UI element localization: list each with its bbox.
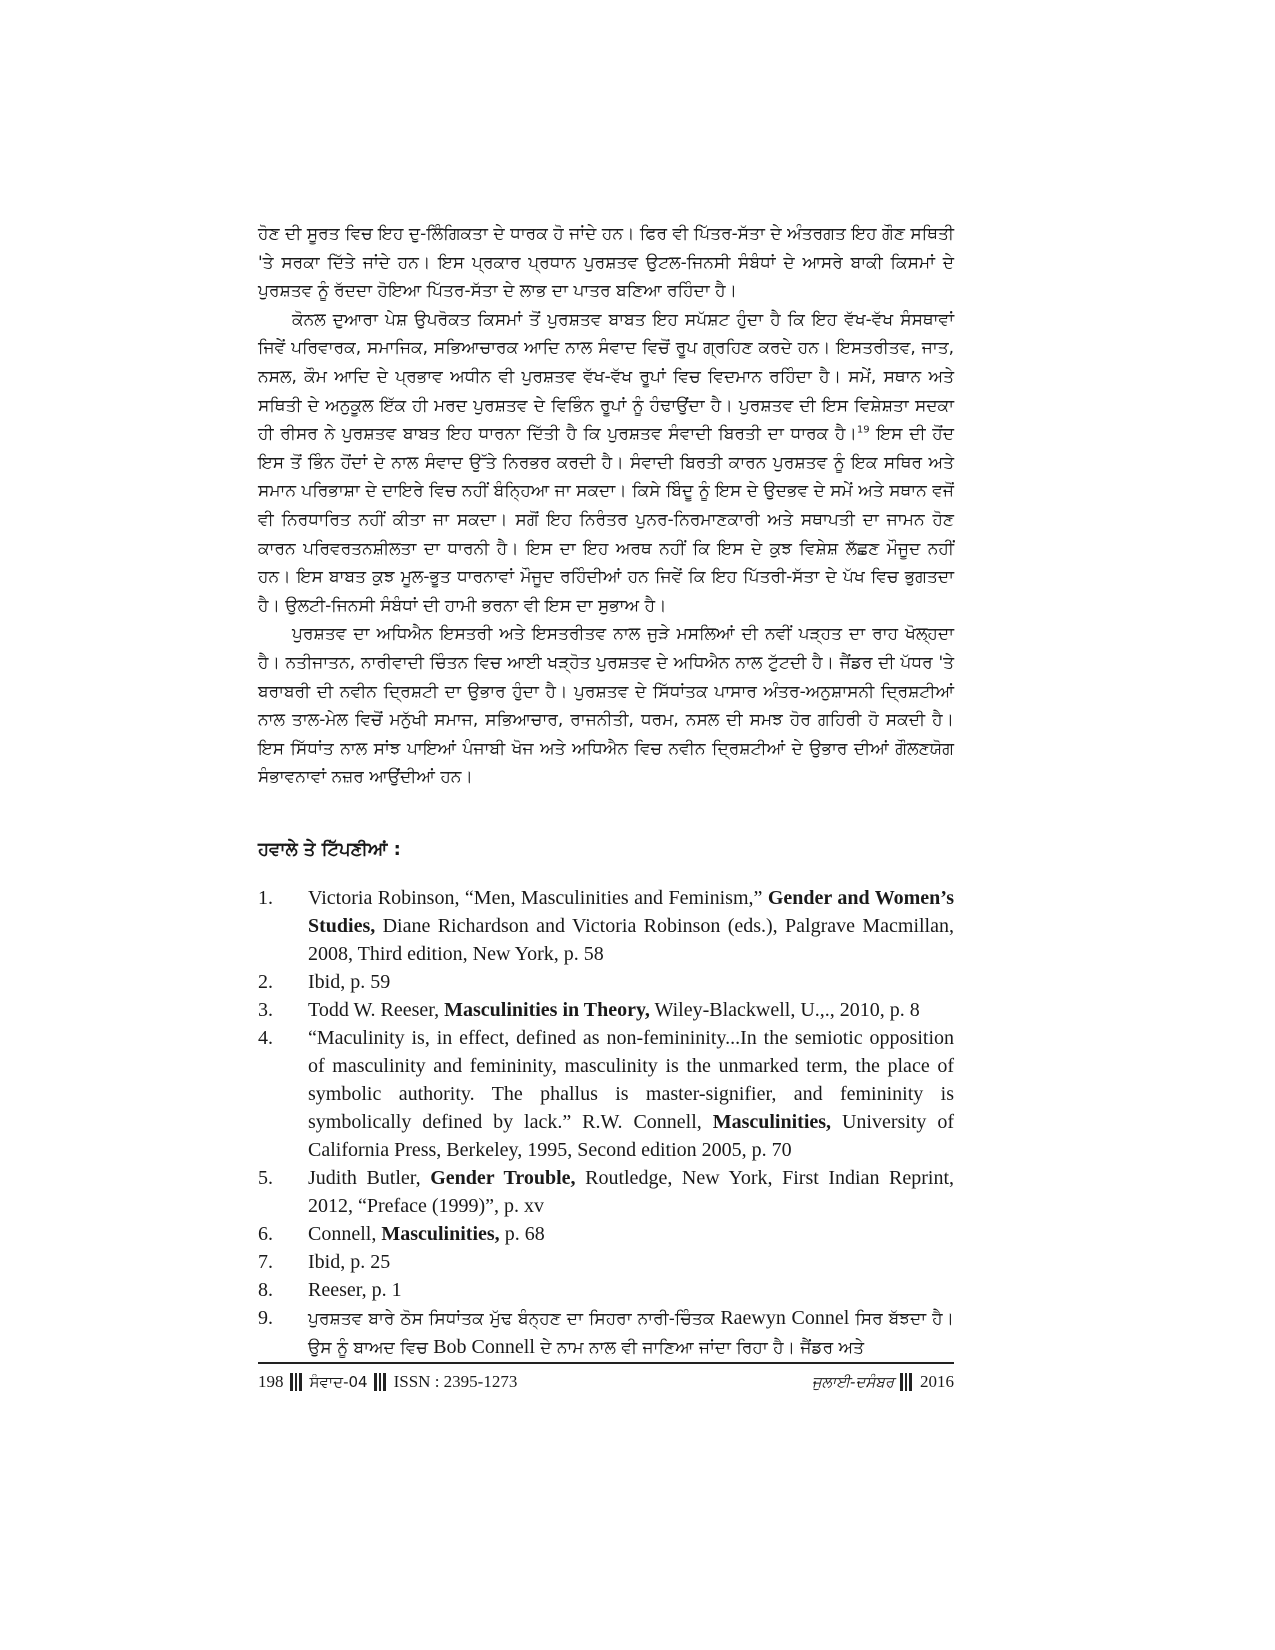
reference-text	[308, 996, 954, 1024]
reference-name-raewyn: Raewyn Connel	[720, 1306, 850, 1329]
reference-item-8	[258, 1276, 954, 1304]
reference-text-e: ਦੇ ਨਾਮ ਨਾਲ ਵੀ ਜਾਣਿਆ ਜਾਂਦਾ ਰਿਹਾ ਹੈ। ਜੈਂਡਰ ਅਤੇ	[534, 1337, 865, 1358]
reference-number: 2.	[258, 970, 273, 993]
reference-text	[308, 1220, 954, 1248]
references-list	[258, 884, 954, 1362]
reference-text: Ibid, p. 59	[308, 970, 391, 993]
reference-number: 5.	[258, 1166, 273, 1189]
reference-title: Gender Trouble,	[430, 1166, 576, 1189]
body-paragraph-3: ਪੁਰਸ਼ਤਵ ਦਾ ਅਧਿਐਨ ਇਸਤਰੀ ਅਤੇ ਇਸਤਰੀਤਵ ਨਾਲ ਜੁੜੇ ਮਸਲਿਆਂ ਦੀ ਨਵੀਂ ਪੜ੍ਹਤ ਦਾ ਰਾਹ ਖੋਲ੍ਹਦਾ ਹੈ। ਨਤੀਜਾਤਨ, ਨਾਰੀਵਾਦੀ ਚਿੰਤਨ ਵਿਚ ਆਈ ਖੜ੍ਹੋਤ ਪੁਰਸ਼ਤਵ ਦੇ ਅਧਿਐਨ ਨਾਲ ਟੁੱਟਦੀ ਹੈ। ਜੈਂਡਰ ਦੀ ਪੱਧਰ 'ਤੇ ਬਰਾਬਰੀ ਦੀ ਨਵੀਨ ਦ੍ਰਿਸ਼ਟੀ ਦਾ ਉਭਾਰ ਹੁੰਦਾ ਹੈ। ਪੁਰਸ਼ਤਵ ਦੇ ਸਿੱਧਾਂਤਕ ਪਾਸਾਰ ਅੰਤਰ-ਅਨੁਸ਼ਾਸਨੀ ਦ੍ਰਿਸ਼ਟੀਆਂ ਨਾਲ ਤਾਲ-ਮੇਲ ਵਿਚੋਂ ਮਨੁੱਖੀ ਸਮਾਜ, ਸਭਿਆਚਾਰ, ਰਾਜਨੀਤੀ, ਧਰਮ, ਨਸਲ ਦੀ ਸਮਝ ਹੋਰ ਗਹਿਰੀ ਹੋ ਸਕਦੀ ਹੈ। ਇਸ ਸਿੱਧਾਂਤ ਨਾਲ ਸਾਂਝ ਪਾਇਆਂ ਪੰਜਾਬੀ ਖੋਜ ਅਤੇ ਅਧਿਐਨ ਵਿਚ ਨਵੀਨ ਦ੍ਰਿਸ਼ਟੀਆਂ ਦੇ ਉਭਾਰ ਦੀਆਂ ਗੌਲਣਯੋਗ ਸੰਭਾਵਨਾਵਾਂ ਨਜ਼ਰ ਆਉਂਦੀਆਂ ਹਨ।	[258, 624, 954, 788]
reference-title: Masculinities in Theory,	[444, 998, 650, 1021]
reference-text-pre: Victoria Robinson, “Men, Masculinities and Feminism,”	[308, 886, 768, 909]
journal-name: ਸੰਵਾਦ-04	[309, 1373, 368, 1391]
reference-text-c: ਸਿਰ ਬੱਝਦਾ ਹੈ। ਉਸ ਨੂੰ ਬਾਅਦ ਵਿਚ	[308, 1308, 954, 1358]
reference-number: 9.	[258, 1306, 273, 1329]
body-paragraph-1: ਹੋਣ ਦੀ ਸੂਰਤ ਵਿਚ ਇਹ ਦੁ-ਲਿੰਗਿਕਤਾ ਦੇ ਧਾਰਕ ਹੋ ਜਾਂਦੇ ਹਨ। ਫਿਰ ਵੀ ਪਿੱਤਰ-ਸੱਤਾ ਦੇ ਅੰਤਰਗਤ ਇਹ ਗੌਣ ਸਥਿਤੀ 'ਤੇ ਸਰਕਾ ਦਿੱਤੇ ਜਾਂਦੇ ਹਨ। ਇਸ ਪ੍ਰਕਾਰ ਪ੍ਰਧਾਨ ਪੁਰਸ਼ਤਵ ਉਟਲ-ਜਿਨਸੀ ਸੰਬੰਧਾਂ ਦੇ ਆਸਰੇ ਬਾਕੀ ਕਿਸਮਾਂ ਦੇ ਪੁਰਸ਼ਤਵ ਨੂੰ ਰੱਦਦਾ ਹੋਇਆ ਪਿੱਤਰ-ਸੱਤਾ ਦੇ ਲਾਭ ਦਾ ਪਾਤਰ ਬਣਿਆ ਰਹਿੰਦਾ ਹੈ।	[258, 224, 954, 302]
reference-text-post: Wiley-Blackwell, U.,., 2010, p. 8	[649, 998, 920, 1021]
body-paragraph-2-part-a: ਕੋਨਲ ਦੁਆਰਾ ਪੇਸ਼ ਉਪਰੋਕਤ ਕਿਸਮਾਂ ਤੋਂ ਪੁਰਸ਼ਤਵ ਬਾਬਤ ਇਹ ਸਪੱਸ਼ਟ ਹੁੰਦਾ ਹੈ ਕਿ ਇਹ ਵੱਖ-ਵੱਖ ਸੰਸਥਾਵਾਂ ਜਿਵੇਂ ਪਰਿਵਾਰਕ, ਸਮਾਜਿਕ, ਸਭਿਆਚਾਰਕ ਆਦਿ ਨਾਲ ਸੰਵਾਦ ਵਿਚੋਂ ਰੂਪ ਗ੍ਰਹਿਣ ਕਰਦੇ ਹਨ। ਇਸਤਰੀਤਵ, ਜਾਤ, ਨਸਲ, ਕੌਮ ਆਦਿ ਦੇ ਪ੍ਰਭਾਵ ਅਧੀਨ ਵੀ ਪੁਰਸ਼ਤਵ ਵੱਖ-ਵੱਖ ਰੂਪਾਂ ਵਿਚ ਵਿਦਮਾਨ ਰਹਿੰਦਾ ਹੈ। ਸਮੇਂ, ਸਥਾਨ ਅਤੇ ਸਥਿਤੀ ਦੇ ਅਨੁਕੂਲ ਇੱਕ ਹੀ ਮਰਦ ਪੁਰਸ਼ਤਵ ਦੇ ਵਿਭਿੰਨ ਰੂਪਾਂ ਨੂੰ ਹੰਢਾਉਂਦਾ ਹੈ। ਪੁਰਸ਼ਤਵ ਦੀ ਇਸ ਵਿਸ਼ੇਸ਼ਤਾ ਸਦਕਾ ਹੀ ਰੀਸਰ ਨੇ ਪੁਰਸ਼ਤਵ ਬਾਬਤ ਇਹ ਧਾਰਨਾ ਦਿੱਤੀ ਹੈ ਕਿ ਪੁਰਸ਼ਤਵ ਸੰਵਾਦੀ ਬਿਰਤੀ ਦਾ ਧਾਰਕ ਹੈ।	[258, 309, 954, 445]
reference-number: 6.	[258, 1222, 273, 1245]
body-paragraph-2	[258, 306, 954, 621]
reference-text: Ibid, p. 25	[308, 1250, 391, 1273]
reference-text	[308, 1024, 954, 1164]
reference-item-2	[258, 968, 954, 996]
reference-title: Masculinities,	[381, 1222, 500, 1245]
reference-number: 7.	[258, 1250, 273, 1273]
references-heading: ਹਵਾਲੇ ਤੇ ਟਿੱਪਣੀਆਂ :	[258, 838, 401, 860]
reference-number: 8.	[258, 1278, 273, 1301]
reference-text-post: p. 68	[499, 1222, 545, 1245]
reference-text-a: ਪੁਰਸ਼ਤਵ ਬਾਰੇ ਠੋਸ ਸਿਧਾਂਤਕ ਮੁੱਢ ਬੰਨ੍ਹਣ ਦਾ ਸਿਹਰਾ ਨਾਰੀ-ਚਿੰਤਕ	[308, 1308, 721, 1329]
page-number: 198	[258, 1372, 284, 1391]
reference-item-3	[258, 996, 954, 1024]
reference-text	[308, 884, 954, 968]
reference-text	[308, 1164, 954, 1220]
footnote-marker-19: 19	[856, 424, 870, 436]
reference-text-pre: Judith Butler,	[308, 1166, 431, 1189]
reference-number: 1.	[258, 886, 273, 909]
footer-row	[258, 1372, 954, 1392]
reference-title: Gender and Women’s Studies,	[308, 886, 954, 937]
reference-name-bob: Bob Connell	[433, 1335, 535, 1358]
reference-item-6	[258, 1220, 954, 1248]
footer-right	[812, 1372, 954, 1392]
reference-number: 4.	[258, 1026, 273, 1049]
reference-item-5	[258, 1164, 954, 1220]
reference-text-pre: Connell,	[308, 1222, 382, 1245]
reference-number: 3.	[258, 998, 273, 1021]
article-page	[258, 220, 954, 1362]
page-footer	[258, 1362, 954, 1392]
reference-item-4	[258, 1024, 954, 1164]
separator-bars-icon	[900, 1373, 914, 1391]
reference-item-9	[258, 1304, 954, 1362]
reference-text-post: Diane Richardson and Victoria Robinson (eds.), Palgrave Macmillan, 2008, Third edition, New York, p. 58	[308, 914, 954, 965]
reference-text	[308, 1304, 954, 1362]
reference-text-post: University of California Press, Berkeley, 1995, Second edition 2005, p. 70	[308, 1110, 954, 1161]
issn: ISSN : 2395-1273	[393, 1372, 518, 1391]
reference-title: Masculinities,	[712, 1110, 832, 1133]
reference-item-1	[258, 884, 954, 968]
reference-text-post: Routledge, New York, First Indian Reprint, 2012, “Preface (1999)”, p. xv	[308, 1166, 955, 1217]
separator-bars-icon	[290, 1373, 304, 1391]
separator-bars-icon	[374, 1373, 388, 1391]
body-paragraph-2-part-b: ਇਸ ਦੀ ਹੋਂਦ ਇਸ ਤੋਂ ਭਿੰਨ ਹੋਂਦਾਂ ਦੇ ਨਾਲ ਸੰਵਾਦ ਉੱਤੇ ਨਿਰਭਰ ਕਰਦੀ ਹੈ। ਸੰਵਾਦੀ ਬਿਰਤੀ ਕਾਰਨ ਪੁਰਸ਼ਤਵ ਨੂੰ ਇਕ ਸਥਿਰ ਅਤੇ ਸਮਾਨ ਪਰਿਭਾਸ਼ਾ ਦੇ ਦਾਇਰੇ ਵਿਚ ਨਹੀਂ ਬੰਨ੍ਹਿਆ ਜਾ ਸਕਦਾ। ਕਿਸੇ ਬਿੰਦੂ ਨੂੰ ਇਸ ਦੇ ਉਦਭਵ ਦੇ ਸਮੇਂ ਅਤੇ ਸਥਾਨ ਵਜੋਂ ਵੀ ਨਿਰਧਾਰਿਤ ਨਹੀਂ ਕੀਤਾ ਜਾ ਸਕਦਾ। ਸਗੋਂ ਇਹ ਨਿਰੰਤਰ ਪੁਨਰ-ਨਿਰਮਾਣਕਾਰੀ ਅਤੇ ਸਥਾਪਤੀ ਦਾ ਜਾਮਨ ਹੋਣ ਕਾਰਨ ਪਰਿਵਰਤਨਸ਼ੀਲਤਾ ਦਾ ਧਾਰਨੀ ਹੈ। ਇਸ ਦਾ ਇਹ ਅਰਥ ਨਹੀਂ ਕਿ ਇਸ ਦੇ ਕੁਝ ਵਿਸ਼ੇਸ਼ ਲੱਛਣ ਮੌਜੂਦ ਨਹੀਂ ਹਨ। ਇਸ ਬਾਬਤ ਕੁਝ ਮੂਲ-ਭੂਤ ਧਾਰਨਾਵਾਂ ਮੌਜੂਦ ਰਹਿੰਦੀਆਂ ਹਨ ਜਿਵੇਂ ਕਿ ਇਹ ਪਿੱਤਰੀ-ਸੱਤਾ ਦੇ ਪੱਖ ਵਿਚ ਭੁਗਤਦਾ ਹੈ। ਉਲਟੀ-ਜਿਨਸੀ ਸੰਬੰਧਾਂ ਦੀ ਹਾਮੀ ਭਰਨਾ ਵੀ ਇਸ ਦਾ ਸੁਭਾਅ ਹੈ।	[258, 424, 954, 616]
footer-left	[258, 1372, 517, 1392]
reference-text: Reeser, p. 1	[308, 1278, 402, 1301]
issue-period: ਜੁਲਾਈ-ਦਸੰਬਰ	[811, 1373, 894, 1391]
reference-item-7	[258, 1248, 954, 1276]
reference-text-pre: “Maculinity is, in effect, defined as non-femininity...In the semiotic opposition of masculinity and femininity, masculinity is the unmarked term, the place of symbolic authority. The phallus is master-signifier, and femininity is symbolically defined by lack.” R.W. Connell,	[308, 1026, 954, 1133]
reference-text-pre: Todd W. Reeser,	[308, 998, 445, 1021]
issue-year: 2016	[920, 1372, 954, 1391]
